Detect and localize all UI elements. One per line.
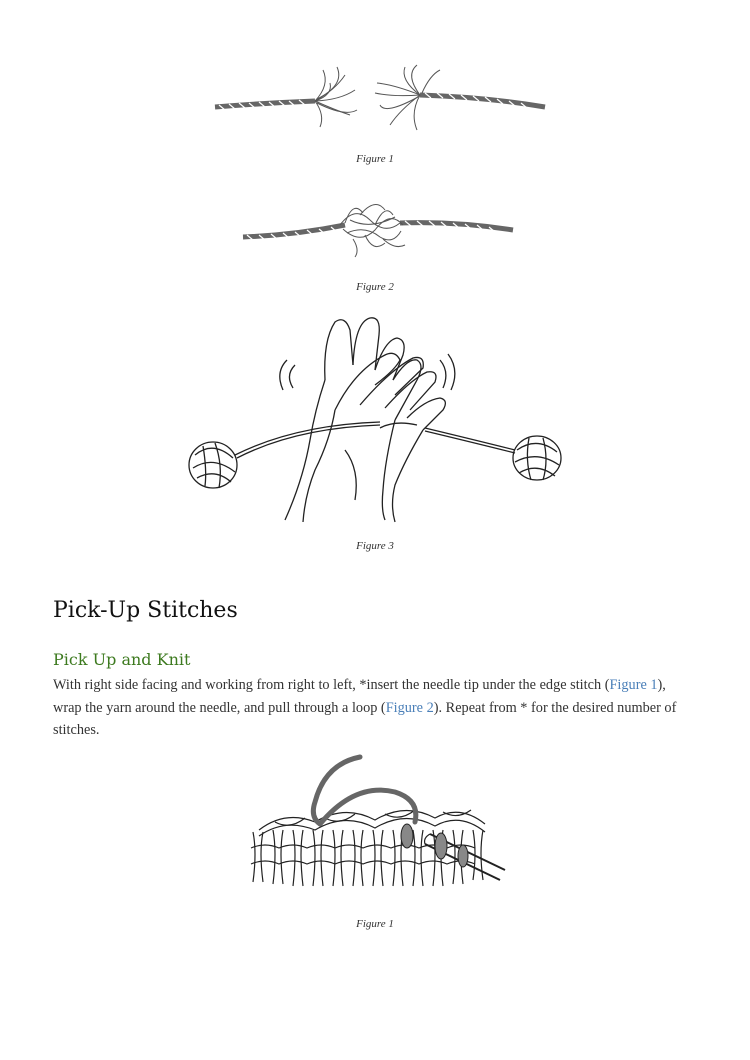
figure-pick-up-knit xyxy=(245,752,510,902)
section-subtitle: Pick Up and Knit xyxy=(53,650,191,669)
section-title: Pick-Up Stitches xyxy=(53,598,238,623)
figure-3-caption: Figure 3 xyxy=(356,540,394,552)
figure-2-caption: Figure 2 xyxy=(356,281,394,293)
figure-2-link[interactable]: Figure 2 xyxy=(385,699,434,716)
figure-1-frayed-yarn-ends xyxy=(205,55,550,135)
figure-3-hands-felting-yarn xyxy=(185,310,570,528)
figure-1-caption: Figure 1 xyxy=(356,153,394,165)
figure-pick-up-caption: Figure 1 xyxy=(356,918,394,930)
paragraph-text-2: ), wrap the yarn around the needle, and pull through a loop ( xyxy=(53,677,666,716)
figure-1-link[interactable]: Figure 1 xyxy=(609,677,658,693)
paragraph-text-3: ). Repeat from * for the desired number of stitches. xyxy=(53,699,677,738)
figure-2-spliced-yarn xyxy=(235,195,520,265)
instruction-paragraph xyxy=(53,674,693,742)
paragraph-text-1: With right side facing and working from right to left, *insert the needle tip under the edge stitch ( xyxy=(53,677,610,693)
